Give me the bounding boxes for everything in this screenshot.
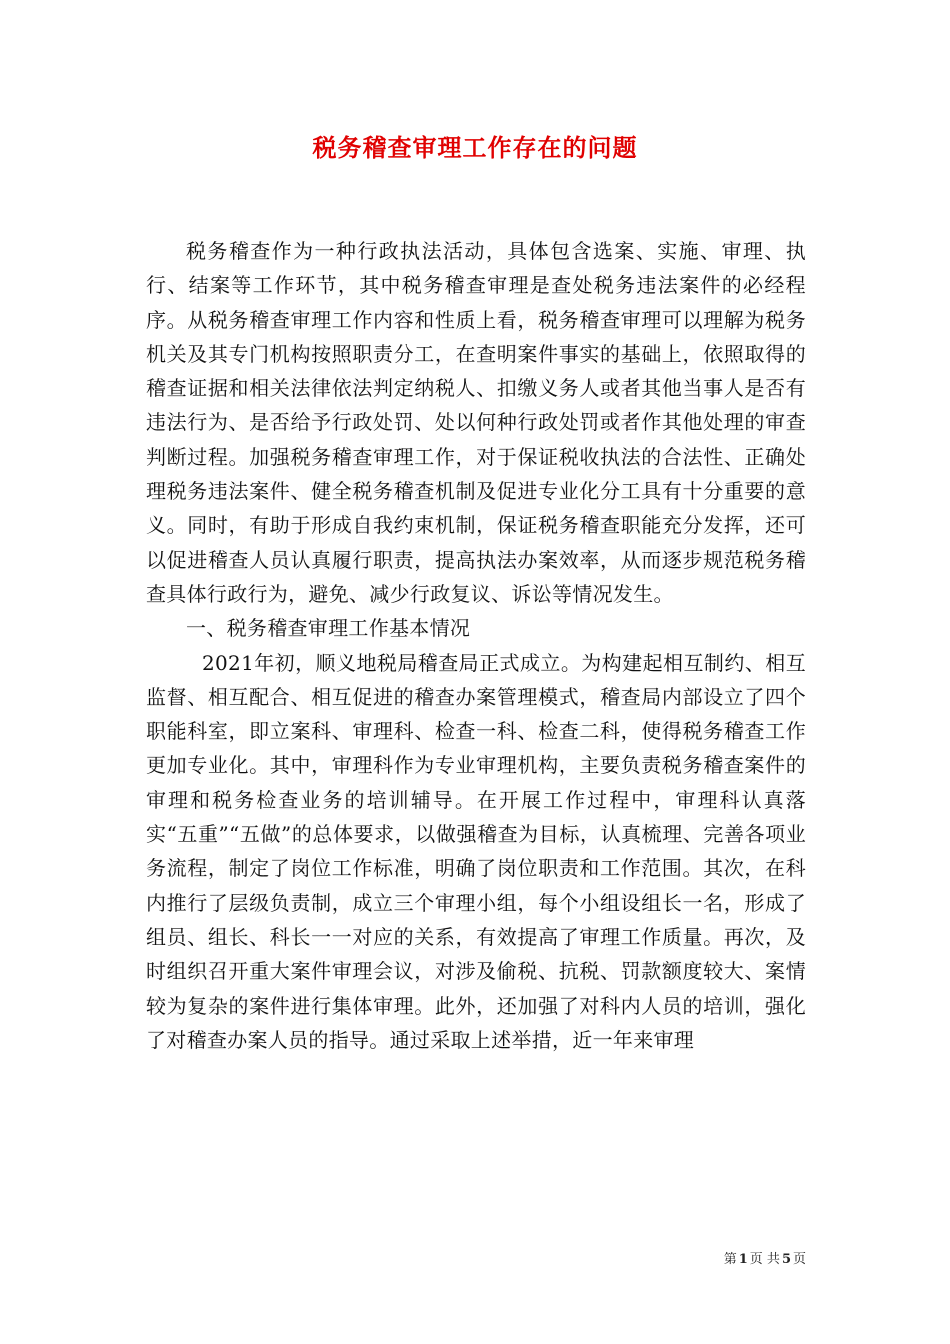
document-body	[146, 234, 806, 1057]
page-footer	[0, 1248, 806, 1267]
current-page-number: 1	[738, 1252, 748, 1267]
page-prefix: 第	[723, 1252, 737, 1267]
section-paragraph: 2021年初，顺义地税局稽查局正式成立。为构建起相互制约、相互监督、相互配合、相互促进的稽查办案管理模式，稽查局内部设立了四个职能科室，即立案科、审理科、检查一科、检查二科，使得税务稽查工作更加专业化。其中，审理科作为专业审理机构，主要负责税务稽查案件的审理和税务检查业务的培训辅导。在开展工作过程中，审理科认真落实“五重”“五做”的总体要求，以做强稽查为目标，认真梳理、完善各项业务流程，制定了岗位工作标准，明确了岗位职责和工作范围。其次，在科内推行了层级负责制，成立三个审理小组，每个小组设组长一名，形成了组员、组长、科长一一对应的关系，有效提高了审理工作质量。再次，及时组织召开重大案件审理会议，对涉及偷税、抗税、罚款额度较大、案情较为复杂的案件进行集体审理。此外，还加强了对科内人员的培训，强化了对稽查办案人员的指导。通过采取上述举措，近一年来审理	[146, 650, 806, 1052]
section-heading: 一、税务稽查审理工作基本情况	[186, 616, 471, 641]
total-pages-number: 5	[781, 1252, 791, 1267]
intro-paragraph: 税务稽查作为一种行政执法活动，具体包含选案、实施、审理、执行、结案等工作环节，其中税务稽查审理是查处税务违法案件的必经程序。从税务稽查审理工作内容和性质上看，税务稽查审理可以理解为税务机关及其专门机构按照职责分工，在查明案件事实的基础上，依照取得的稽查证据和相关法律依法判定纳税人、扣缴义务人或者其他当事人是否有违法行为、是否给予行政处罚、处以何种行政处罚或者作其他处理的审查判断过程。加强税务稽查审理工作，对于保证税收执法的合法性、正确处理税务违法案件、健全税务稽查机制及促进专业化分工具有十分重要的意义。同时，有助于形成自我约束机制，保证税务稽查职能充分发挥，还可以促进稽查人员认真履行职责，提高执法办案效率，从而逐步规范税务稽查具体行政行为，避免、减少行政复议、诉讼等情况发生。	[146, 239, 806, 606]
document-title: 税务稽查审理工作存在的问题	[312, 133, 638, 162]
page-mid: 页 共	[749, 1252, 780, 1267]
page-suffix: 页	[792, 1252, 806, 1267]
